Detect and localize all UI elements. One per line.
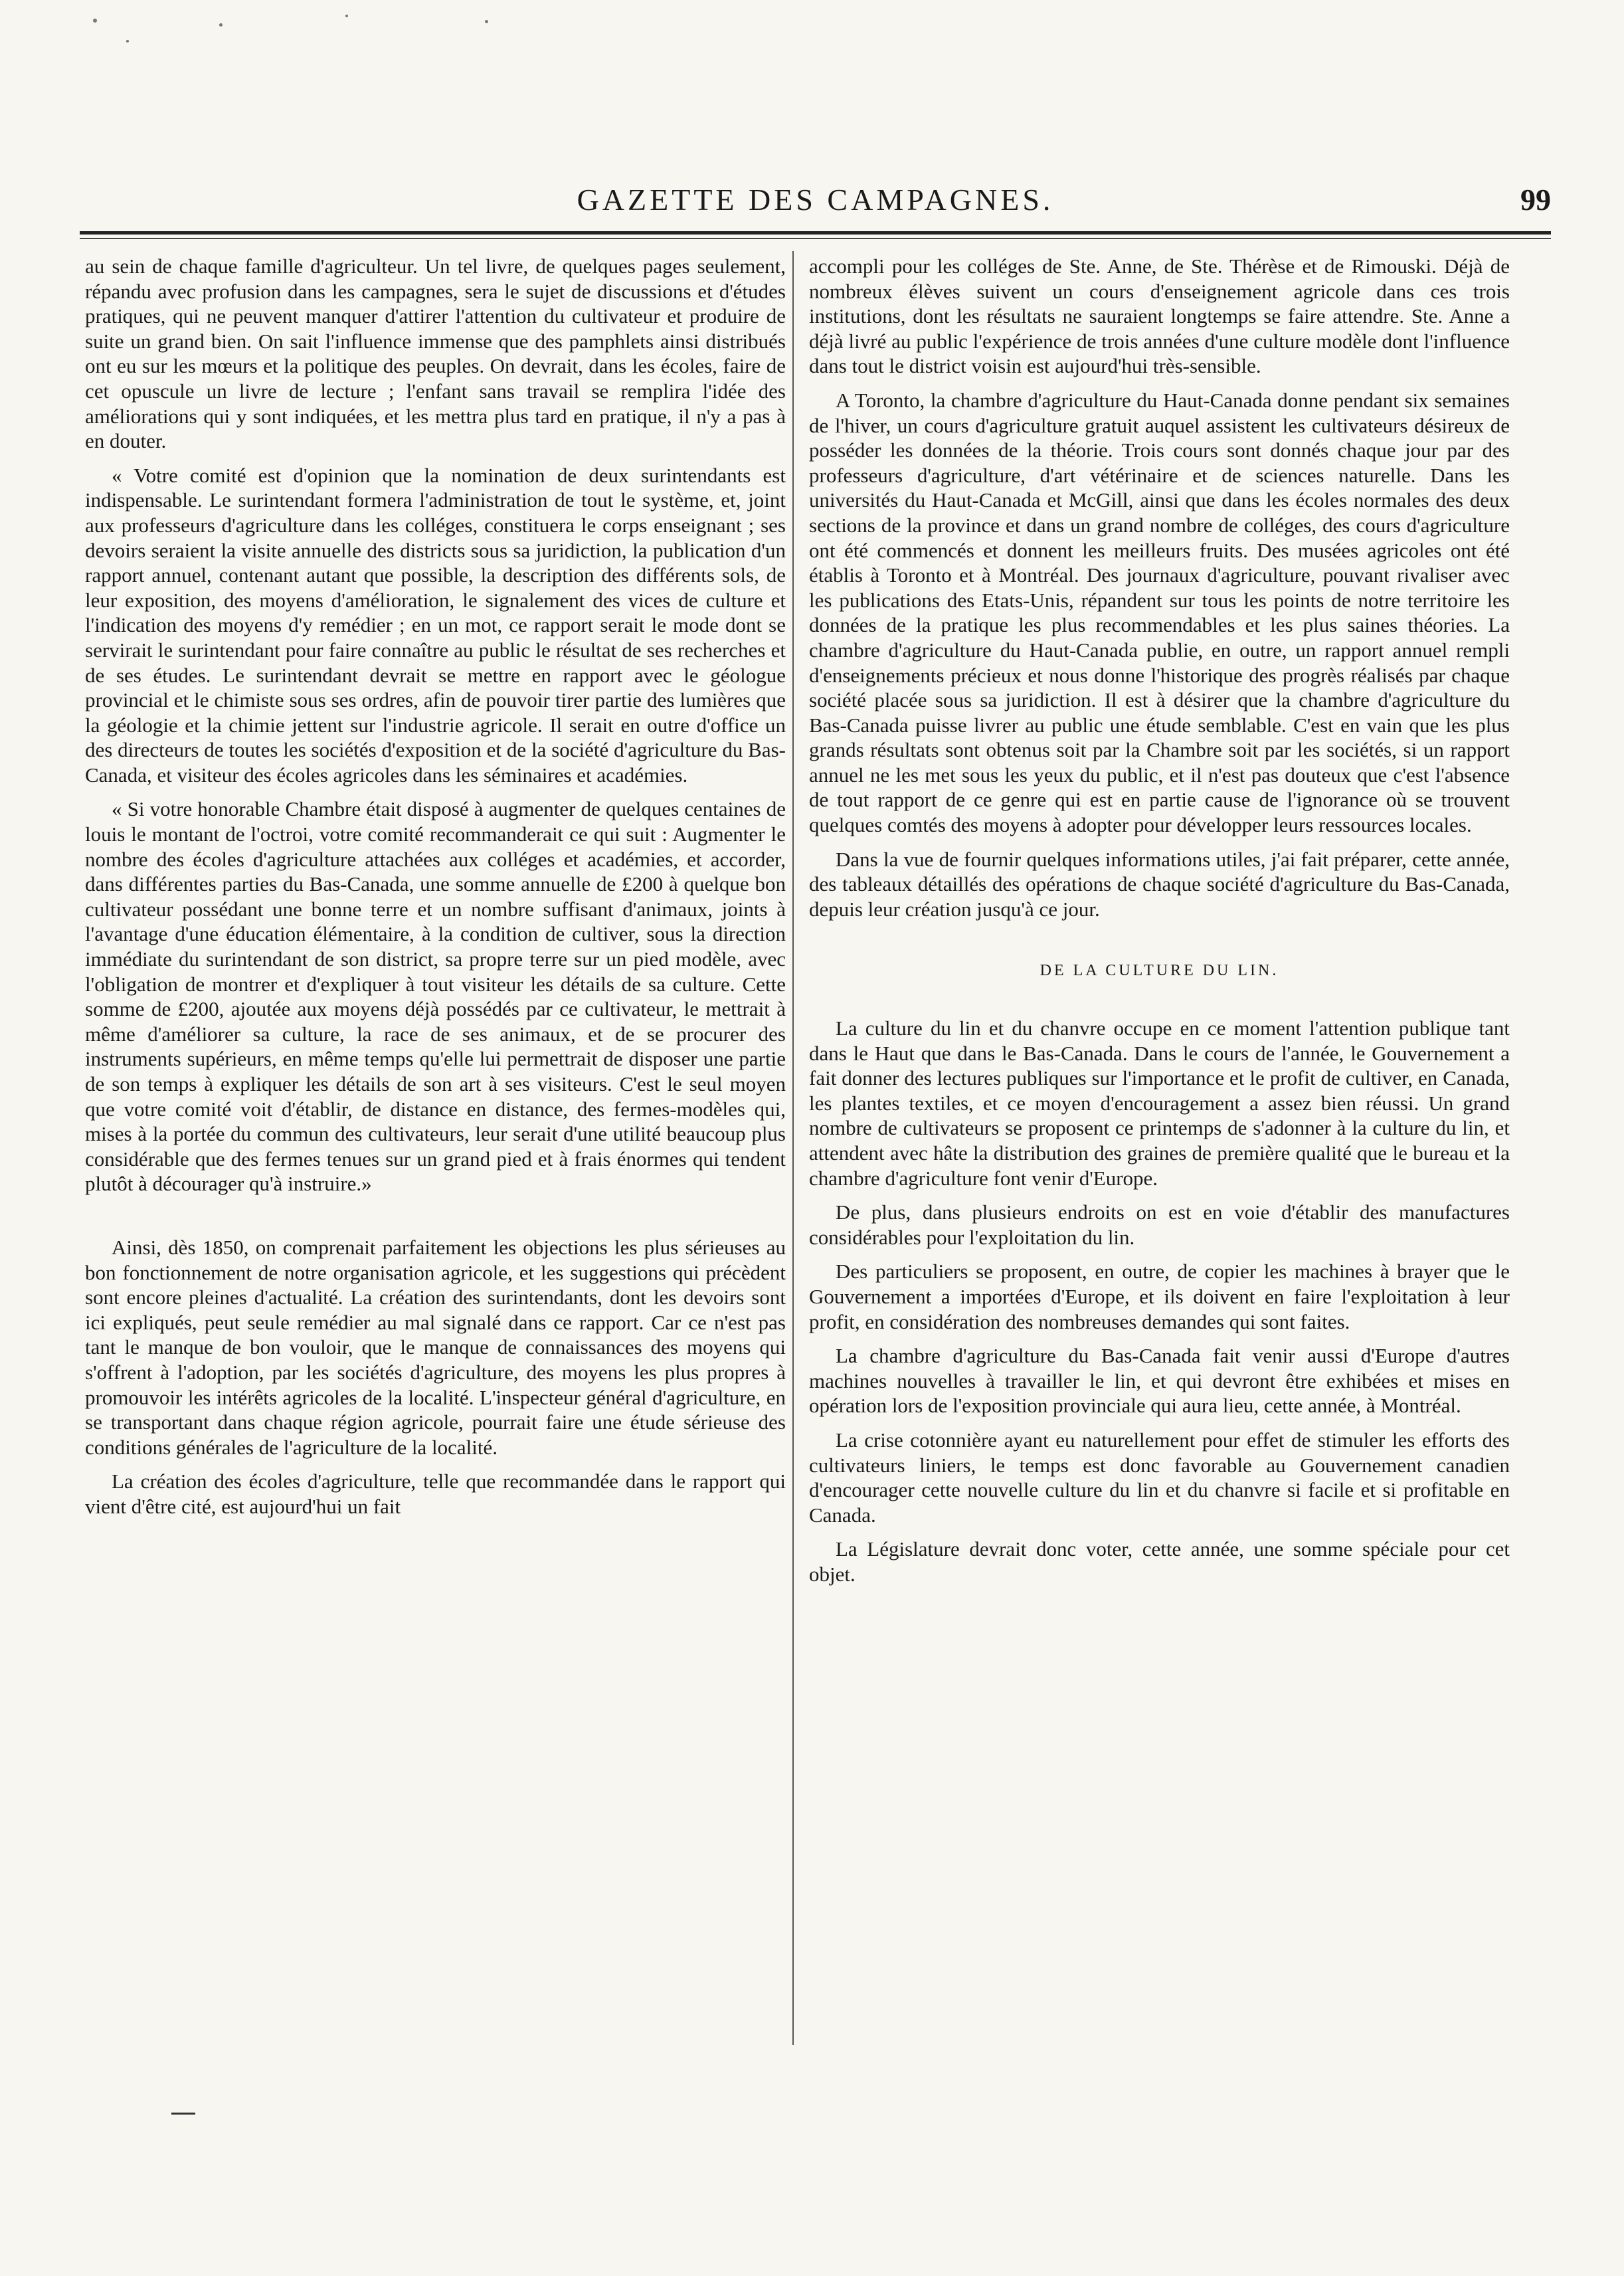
section-title: DE LA CULTURE DU LIN. — [1039, 962, 1279, 980]
paragraph: Ainsi, dès 1850, on comprenait parfaitement les objections les plus sérieuses au bon fonctionnement de notre organisation agricole, et les suggestions qui précèdent sont encore pleines d'actualité. La création des surintendants, dont les devoirs sont ici expliqués, peut seule remédier au mal signalé dans ce rapport. Car ce n'est pas tant le manque de bon vouloir, que le manque de connaissances des moyens qui s'offrent à l'adoption, par les sociétés d'agriculture, des moyens les plus propres à promouvoir les intérêts agricoles de la localité. L'inspecteur général d'agriculture, en se transportant dans chaque région agricole, pourrait faire une étude sérieuse des conditions générales de l'agriculture de la localité. — [85, 1235, 786, 1459]
column-divider — [792, 251, 794, 2045]
paragraph: accompli pour les colléges de Ste. Anne, de Ste. Thérèse et de Rimouski. Déjà de nombreux élèves suivent un cours d'enseignement agricole dans ces trois institutions, dont les résultats ne sauraient longtemps se faire attendre. Ste. Anne a déjà livré au public l'expérience de trois années d'une culture modèle dont l'influence dans tout le district voisin est aujourd'hui très-sensible. — [809, 254, 1510, 378]
paragraph: « Votre comité est d'opinion que la nomination de deux surintendants est indispensable. Le surintendant formera l'administration de tout le système, et, joint aux professeurs d'agriculture dans les colléges, constituera le corps enseignant ; ses devoirs seraient la visite annuelle des districts sous sa juridiction, la publication d'un rapport annuel, contenant autant que possible, la description des différents sols, de leur exposition, des moyens d'amélioration, le signalement des vices de culture et l'indication des moyens d'y remédier ; en un mot, ce rapport serait le mode dont se servirait le surintendant pour faire connaître au public le résultat de ses recherches et de ses études. Le surintendant devrait se mettre en rapport avec le géologue provincial et le chimiste sous ses ordres, afin de pouvoir tirer partie des lumières que la géologie et la chimie jettent sur l'industrie agricole. Il serait en outre d'office un des directeurs de toutes les sociétés d'exposition et de la société d'agriculture du Bas-Canada, et visiteur des écoles agricoles dans les séminaires et académies. — [85, 463, 786, 787]
paragraph: La culture du lin et du chanvre occupe en ce moment l'attention publique tant dans le Haut que dans le Bas-Canada. Dans le cours de l'année, le Gouvernement a fait donner des lectures publiques sur l'importance et le profit de cultiver, en Canada, les plantes textiles, et ce moyen d'encouragement a assez bien réussi. Un grand nombre de cultivateurs se proposent ce printemps de s'adonner à la culture du lin, et attendent avec hâte la distribution des graines de première qualité que le bureau et la chambre d'agriculture font venir d'Europe. — [809, 1016, 1510, 1190]
scan-speck — [485, 20, 488, 23]
paragraph: La création des écoles d'agriculture, telle que recommandée dans le rapport qui vient d'être cité, est aujourd'hui un fait — [85, 1470, 786, 1518]
bottom-dash — [171, 2113, 195, 2115]
scan-speck — [93, 19, 97, 23]
scan-speck — [345, 15, 348, 17]
running-title: GAZETTE DES CAMPAGNES. — [577, 183, 1054, 217]
paragraph: La chambre d'agriculture du Bas-Canada fait venir aussi d'Europe d'autres machines nouvelles à travailler le lin, et qui devront être exhibées et mises en opération lors de l'exposition provinciale qui aura lieu, cette année, à Montréal. — [809, 1344, 1510, 1418]
right-column — [809, 254, 1510, 1596]
header-rule — [80, 231, 1551, 235]
paragraph: La crise cotonnière ayant eu naturellement pour effet de stimuler les efforts des cultivateurs liniers, le temps est donc favorable au Gouvernement canadien d'encourager cette nouvelle culture du lin et du chanvre si facile et si profitable en Canada. — [809, 1428, 1510, 1527]
left-column — [85, 254, 786, 1529]
header-rule — [80, 238, 1551, 239]
scan-speck — [219, 23, 223, 27]
paragraph: De plus, dans plusieurs endroits on est en voie d'établir des manufactures considérables pour l'exploitation du lin. — [809, 1200, 1510, 1249]
paragraph: La Législature devrait donc voter, cette année, une somme spéciale pour cet objet. — [809, 1537, 1510, 1586]
page-number: 99 — [1520, 183, 1551, 217]
scan-speck — [126, 40, 129, 43]
paragraph: « Si votre honorable Chambre était disposé à augmenter de quelques centaines de louis le montant de l'octroi, votre comité recommanderait ce qui suit : Augmenter le nombre des écoles d'agriculture attachées aux colléges et académies, et accorder, dans différentes parties du Bas-Canada, une somme annuelle de £200 à quelque bon cultivateur possédant une bonne terre et un nombre suffisant d'animaux, joints à l'avantage d'une éducation élémentaire, à la condition de cultiver, sous la direction immédiate du surintendant de son district, sa propre terre sur un pied modèle, avec l'obligation de montrer et d'expliquer à tout visiteur les détails de sa culture. Cette somme de £200, ajoutée aux moyens déjà possédés par ce cultivateur, le mettrait à même d'améliorer sa culture, la race de ses animaux, et de se procurer des instruments supérieurs, en même temps qu'elle lui permettrait de disposer une partie de son temps à expliquer les détails de son art à ses visiteurs. C'est le seul moyen que votre comité voit d'établir, de distance en distance, des fermes-modèles qui, mises à la portée du commun des cultivateurs, leur serait d'une utilité beaucoup plus considérable que des fermes tenues sur un grand pied et à frais énormes qui tendent plutôt à décourager qu'à instruire.» — [85, 797, 786, 1196]
paragraph: au sein de chaque famille d'agriculteur. Un tel livre, de quelques pages seulement, répandu avec profusion dans les campagnes, sera le sujet de discussions et d'études pratiques, qui ne peuvent manquer d'attirer l'attention du cultivateur et produire de suite un grand bien. On sait l'influence immense que des pamphlets ainsi distribués ont eu sur les mœurs et la politique des peuples. On devrait, dans les écoles, faire de cet opuscule un livre de lecture ; l'enfant sans travail se remplira l'idée des améliorations qui y sont indiquées, et les mettra plus tard en pratique, il n'y a pas à en douter. — [85, 254, 786, 453]
page-header — [80, 174, 1551, 227]
paragraph: Des particuliers se proposent, en outre, de copier les machines à brayer que le Gouvernement a importées d'Europe, et ils doivent en faire l'exploitation à leur profit, en considération des nombreuses demandes qui sont faites. — [809, 1260, 1510, 1333]
paragraph: A Toronto, la chambre d'agriculture du Haut-Canada donne pendant six semaines de l'hiver, un cours d'agriculture gratuit auquel assistent les cultivateurs désireux de posséder les données de la théorie. Trois cours sont donnés chaque jour par des professeurs d'agriculture, d'art vétérinaire et de sciences naturelle. Dans les universités du Haut-Canada et McGill, ainsi que dans les écoles normales des deux sections de la province et dans un grand nombre de colléges, des cours d'agriculture ont été commencés et donnent les meilleurs fruits. Des musées agricoles ont été établis à Toronto et à Montréal. Des journaux d'agriculture, pouvant rivaliser avec les publications des Etats-Unis, répandent sur tous les points de notre territoire les données de la pratique les plus recommendables et les plus saines théories. La chambre d'agriculture du Haut-Canada publie, en outre, un rapport annuel rempli d'enseignements précieux et nous donne l'historique des progrès réalisés par chaque société placée sous sa juridiction. Il est à désirer que la chambre d'agriculture du Bas-Canada puisse livrer au public une étude semblable. C'est en vain que les plus grands résultats sont obtenus soit par la Chambre soit par les sociétés, si un rapport annuel ne les met sous les yeux du public, et il n'est pas douteux que c'est l'absence de tout rapport de ce genre qui est en partie cause de l'ignorance où se trouvent quelques comtés des moyens à adopter pour développer leurs ressources locales. — [809, 388, 1510, 837]
paragraph: Dans la vue de fournir quelques informations utiles, j'ai fait préparer, cette année, des tableaux détaillés des opérations de chaque société d'agriculture du Bas-Canada, depuis leur création jusqu'à ce jour. — [809, 847, 1510, 921]
